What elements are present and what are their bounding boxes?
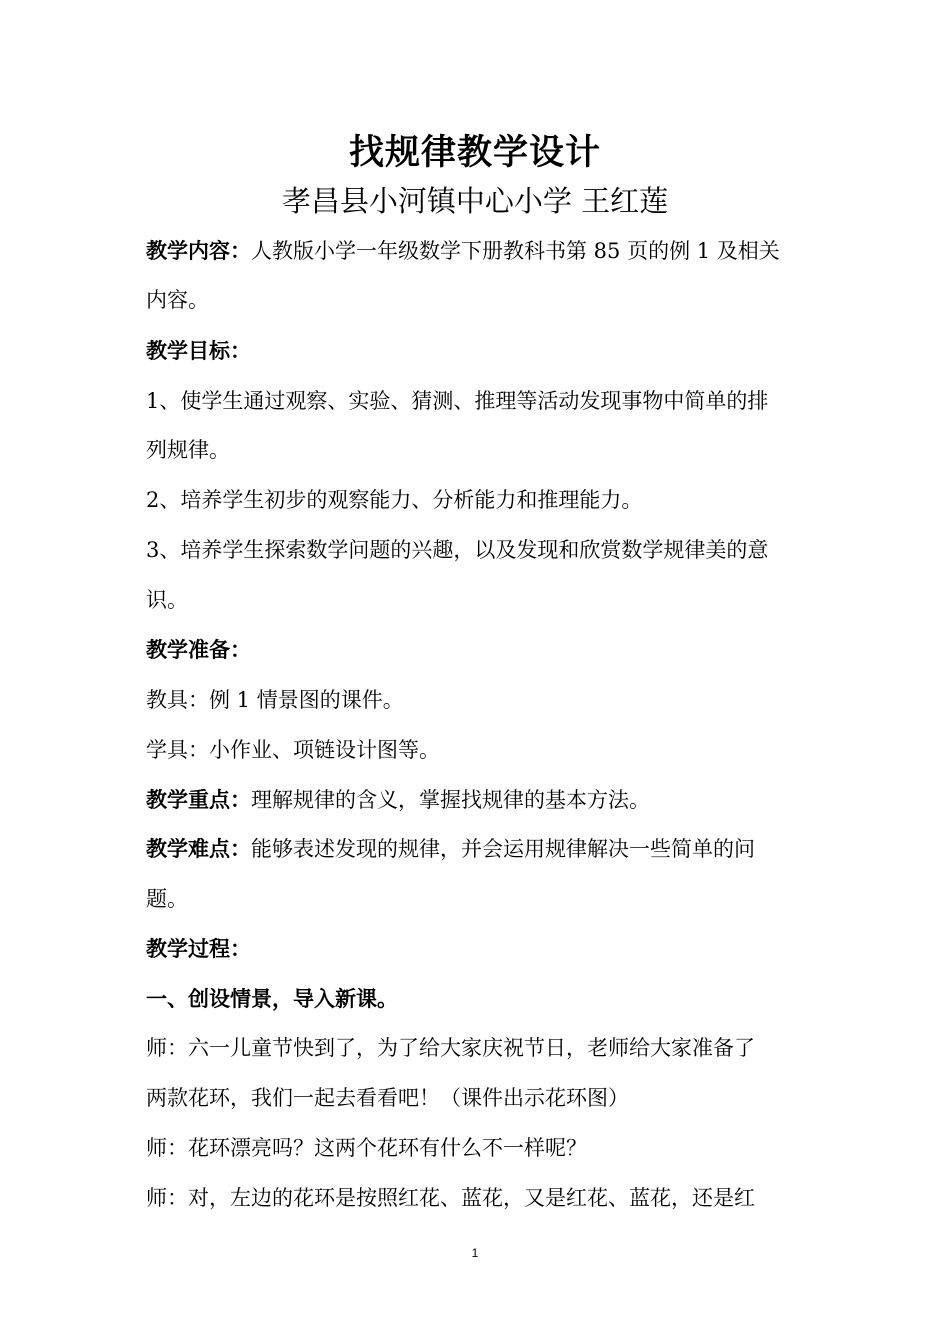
difficulty-label: 教学难点： <box>146 837 251 861</box>
page-number: 1 <box>471 1246 479 1260</box>
process-label: 教学过程： <box>146 937 251 961</box>
paragraph-3: 师：对，左边的花环是按照红花、蓝花，又是红花、蓝花，还是红 <box>146 1186 755 1210</box>
content-line <box>146 236 816 266</box>
key-point-label: 教学重点： <box>146 788 251 812</box>
content-line-2: 内容。 <box>146 288 209 312</box>
content-text: 人教版小学一年级数学下册教科书第 85 页的例 1 及相关 <box>251 239 780 263</box>
goal-item-1-cont: 列规律。 <box>146 438 230 462</box>
content-label: 教学内容： <box>146 239 251 263</box>
paragraph-2: 师：花环漂亮吗？这两个花环有什么不一样呢？ <box>146 1136 587 1160</box>
key-point-text: 理解规律的含义，掌握找规律的基本方法。 <box>251 788 650 812</box>
paragraph-1: 师：六一儿童节快到了，为了给大家庆祝节日，老师给大家准备了 <box>146 1036 755 1060</box>
paragraph-1-cont: 两款花环，我们一起去看看吧！（课件出示花环图） <box>146 1086 629 1110</box>
key-point-line <box>146 785 816 815</box>
difficulty-line <box>146 834 816 864</box>
difficulty-line-2: 题。 <box>146 887 188 911</box>
goal-item-2: 2、培养学生初步的观察能力、分析能力和推理能力。 <box>146 488 643 512</box>
document-title: 找规律教学设计 <box>348 133 601 173</box>
document-author: 孝昌县小河镇中心小学 王红莲 <box>281 184 669 218</box>
student-tools: 学具：小作业、项链设计图等。 <box>146 738 440 762</box>
section-heading-1: 一、创设情景，导入新课。 <box>146 987 398 1011</box>
goals-label: 教学目标： <box>146 339 251 363</box>
goal-item-1: 1、使学生通过观察、实验、猜测、推理等活动发现事物中简单的排 <box>146 389 769 413</box>
teacher-tools: 教具：例 1 情景图的课件。 <box>146 688 404 712</box>
difficulty-text: 能够表述发现的规律，并会运用规律解决一些简单的问 <box>251 837 755 861</box>
goal-item-3: 3、培养学生探索数学问题的兴趣，以及发现和欣赏数学规律美的意 <box>146 538 769 562</box>
preparation-label: 教学准备： <box>146 638 251 662</box>
goal-item-3-cont: 识。 <box>146 588 188 612</box>
